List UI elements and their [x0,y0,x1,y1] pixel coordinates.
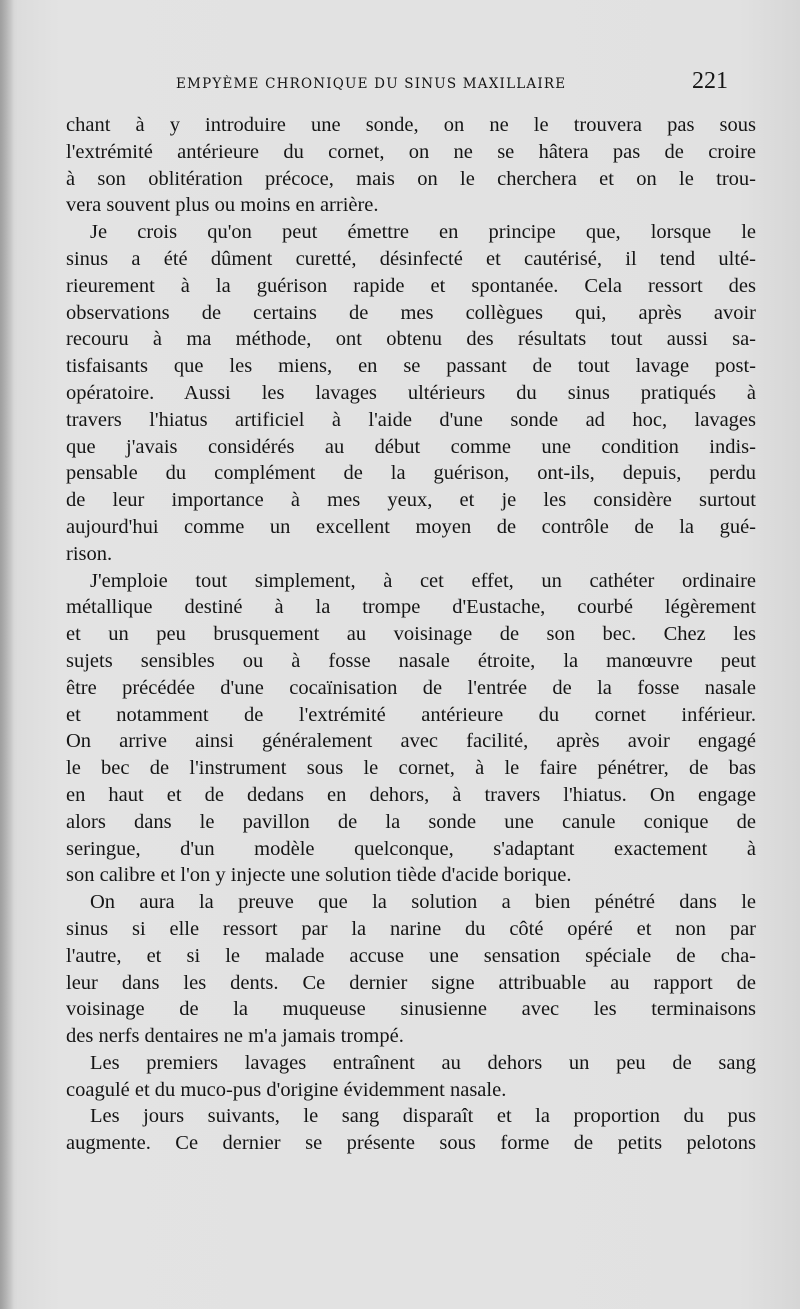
text-line: leur dans les dents. Ce dernier signe attribuable au rapport de [66,971,756,994]
text-line: alors dans le pavillon de la sonde une canule conique de [66,810,756,833]
running-title: EMPYÈME CHRONIQUE DU SINUS MAXILLAIRE [176,76,567,92]
text-line: On arrive ainsi généralement avec facilité, après avoir engagé [66,730,756,753]
text-line: que j'avais considérés au début comme une condition indis- [66,435,756,458]
text-line: le bec de l'instrument sous le cornet, à le faire pénétrer, de bas [66,757,756,780]
text-line: voisinage de la muqueuse sinusienne avec les terminaisons [66,998,756,1021]
text-line: recouru à ma méthode, ont obtenu des résultats tout aussi sa- [66,328,756,351]
text-line: Les jours suivants, le sang disparaît et la proportion du pus [90,1105,756,1128]
text-line: opératoire. Aussi les lavages ultérieurs du sinus pratiqués à [66,381,756,404]
text-line: l'autre, et si le malade accuse une sensation spéciale de cha- [66,944,756,967]
text-line: observations de certains de mes collègues qui, après avoir [66,301,756,324]
page-number: 221 [692,68,728,94]
text-line: être précédée d'une cocaïnisation de l'entrée de la fosse nasale [66,676,756,699]
text-line: sujets sensibles ou à fosse nasale étroite, la manœuvre peut [66,649,756,672]
text-line: sinus a été dûment curetté, désinfecté et cautérisé, il tend ulté- [66,247,756,270]
text-line: l'extrémité antérieure du cornet, on ne se hâtera pas de croire [66,140,756,163]
paragraph-1 [66,112,756,219]
text-line: vera souvent plus ou moins en arrière. [66,194,379,217]
paragraph-2 [66,219,756,567]
text-line: à son oblitération précoce, mais on le cherchera et on le trou- [66,167,756,190]
text-line: travers l'hiatus artificiel à l'aide d'une sonde ad hoc, lavages [66,408,756,431]
paragraph-4 [66,889,756,1050]
paragraph-5 [66,1050,756,1104]
text-line: des nerfs dentaires ne m'a jamais trompé. [66,1025,404,1048]
text-line: On aura la preuve que la solution a bien pénétré dans le [90,891,756,914]
text-line: Les premiers lavages entraînent au dehors un peu de sang [90,1051,756,1074]
text-line: et notamment de l'extrémité antérieure du cornet inférieur. [66,703,756,726]
page-header [0,66,800,102]
text-line: métallique destiné à la trompe d'Eustache, courbé légèrement [66,596,756,619]
text-line: de leur importance à mes yeux, et je les considère surtout [66,489,756,512]
text-line: aujourd'hui comme un excellent moyen de contrôle de la gué- [66,515,756,538]
text-line: seringue, d'un modèle quelconque, s'adaptant exactement à [66,837,756,860]
paragraph-3 [66,568,756,890]
text-line: J'emploie tout simplement, à cet effet, un cathéter ordinaire [90,569,756,592]
text-line: chant à y introduire une sonde, on ne le trouvera pas sous [66,114,756,136]
text-line: tisfaisants que les miens, en se passant de tout lavage post- [66,355,756,378]
paragraph-6 [66,1103,756,1157]
page-gutter-shadow [0,0,14,1309]
body-text [66,112,756,1157]
text-line: son calibre et l'on y injecte une solution tiède d'acide borique. [66,864,572,887]
text-line: rison. [66,542,113,565]
text-line: pensable du complément de la guérison, ont-ils, depuis, perdu [66,462,756,485]
text-line: augmente. Ce dernier se présente sous forme de petits pelotons [66,1132,756,1155]
text-line: sinus si elle ressort par la narine du côté opéré et non par [66,917,756,940]
text-line: coagulé et du muco-pus d'origine évidemment nasale. [66,1078,507,1101]
text-line: rieurement à la guérison rapide et spontanée. Cela ressort des [66,274,756,297]
text-line: et un peu brusquement au voisinage de son bec. Chez les [66,623,756,646]
text-line: Je crois qu'on peut émettre en principe que, lorsque le [90,221,756,244]
text-line: en haut et de dedans en dehors, à travers l'hiatus. On engage [66,783,756,806]
